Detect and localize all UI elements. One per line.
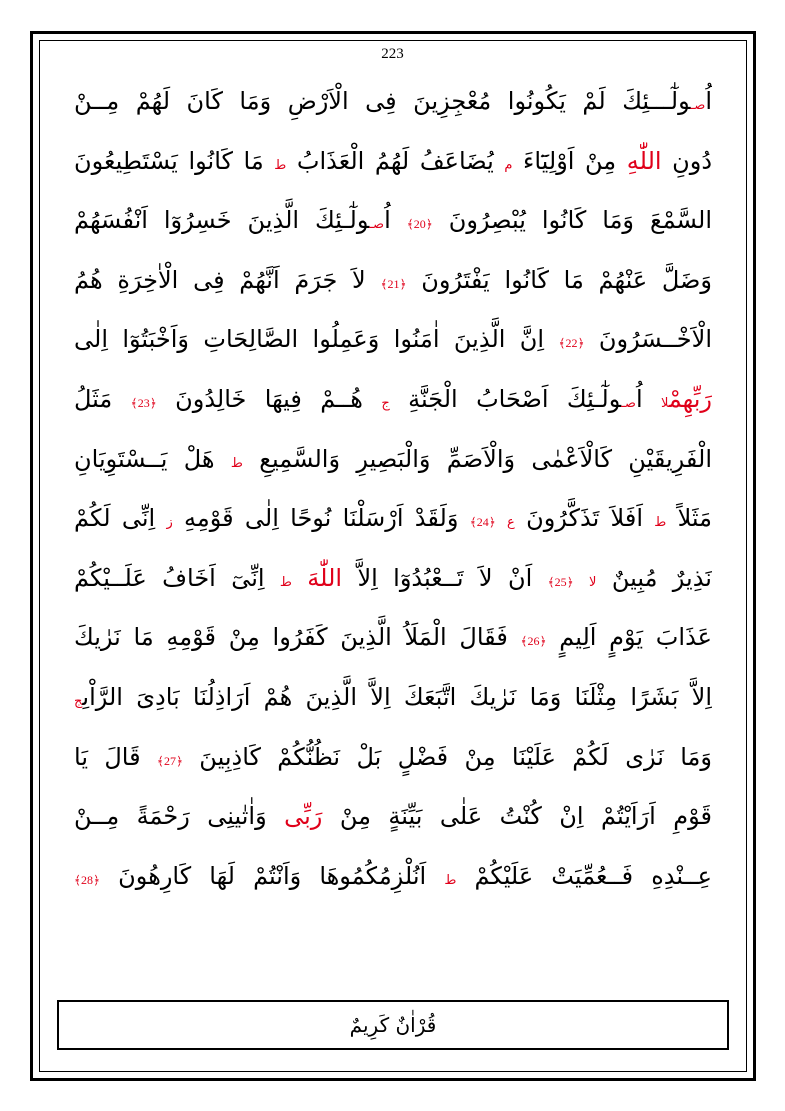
text-line — [74, 608, 712, 668]
text-segment: قَوْمِ اَرَاَيْتُمْ اِنْ كُنْتُ عَلٰى بَيِّنَةٍ مِنْ — [322, 802, 712, 831]
ayah-number: ﴿20﴾ — [406, 217, 433, 232]
text-segment — [574, 564, 589, 592]
text-segment: ولٰٓـئِكَ الَّذِينَ خَسِرُوٓا اَنْفُسَهُمْ — [74, 206, 370, 235]
text-segment: مَا كَانُوا يَسْتَطِيعُونَ — [74, 146, 275, 175]
text-segment: اَنْ لاَ تَــعْبُدُوٓا اِلاَّ — [342, 563, 548, 592]
text-segment: عَذَابَ يَوْمٍ اَلِيمٍ — [546, 623, 712, 652]
text-segment: اُ — [635, 384, 662, 413]
text-segment — [292, 564, 307, 592]
text-segment: يُضَاعَفُ لَهُمُ الْعَذَابُ — [286, 146, 505, 175]
text-segment: هَلْ يَــسْتَوِيَانِ — [74, 444, 231, 473]
quran-text-block — [74, 72, 712, 906]
text-segment: وَمَا نَرٰى لَكُمْ عَلَيْنَا مِنْ فَضْلٍ بَلْ نَظُنُّكُمْ كَاذِبِينَ — [182, 742, 712, 771]
text-segment: اللّٰهَ — [307, 563, 343, 592]
text-line — [74, 430, 712, 490]
text-segment: قَالَ يَا — [74, 742, 157, 771]
text-segment: الْفَرِيقَيْنِ كَالْاَعْمٰى وَالْاَصَمِّ وَالْبَصِيرِ وَالسَّمِيعِ — [242, 444, 712, 473]
text-line — [74, 668, 712, 728]
text-segment: مِنْ اَوْلِيَٓاءَ — [512, 146, 627, 175]
text-segment: اِلاَّ بَشَرًا مِثْلَنَا وَمَا نَرٰيكَ اتَّبَعَكَ اِلاَّ الَّذِينَ هُمْ اَرَاذِلُنَا بَادِىَ الرَّاْىِ — [82, 682, 712, 711]
text-line — [74, 847, 712, 907]
text-segment: دُونِ — [661, 146, 712, 175]
text-segment: لاَ جَرَمَ اَنَّهُمْ فِى الْاٰخِرَةِ هُمُ — [74, 265, 381, 294]
text-line — [74, 132, 712, 192]
ayah-number: ﴿26﴾ — [520, 634, 547, 649]
text-segment: اَنُلْزِمُكُمُوهَا وَاَنْتُمْ لَهَا كَارِهُونَ — [100, 861, 445, 890]
text-line — [74, 728, 712, 788]
waqf-mark: ز — [166, 515, 173, 531]
ayah-number: ﴿24﴾ — [469, 515, 496, 530]
text-line — [74, 191, 712, 251]
waqf-mark: ط — [444, 872, 457, 888]
waqf-mark: لا — [661, 395, 669, 411]
text-segment: الْاَخْــسَرُونَ — [584, 325, 712, 354]
waqf-mark: صـ — [369, 217, 385, 233]
text-line — [74, 72, 712, 132]
text-line — [74, 489, 712, 549]
text-segment: رَبِّى — [284, 802, 323, 831]
text-line — [74, 370, 712, 430]
waqf-mark: ط — [654, 515, 667, 531]
text-segment: وَضَلَّ عَنْهُمْ مَا كَانُوا يَفْتَرُونَ — [406, 265, 712, 294]
waqf-mark: ط — [230, 455, 243, 471]
text-segment: السَّمْعَ وَمَا كَانُوا يُبْصِرُونَ — [432, 206, 712, 235]
footer-title-box — [57, 1000, 729, 1050]
text-segment: هُــمْ فِيهَا خَالِدُونَ — [156, 384, 382, 413]
ayah-number: ﴿21﴾ — [380, 276, 407, 291]
ayah-number: ﴿23﴾ — [130, 395, 157, 410]
ayah-number: ﴿25﴾ — [547, 574, 574, 589]
text-segment: اِنَّ الَّذِينَ اٰمَنُوا وَعَمِلُوا الصَّالِحَاتِ وَاَخْبَتُوٓا اِلٰى — [74, 325, 559, 354]
text-line — [74, 251, 712, 311]
text-segment: اللّٰهِ — [626, 146, 662, 175]
waqf-mark: ج — [74, 693, 83, 709]
text-segment: اُ — [705, 87, 712, 115]
waqf-mark: ج — [381, 395, 390, 411]
text-segment: اِنِّىٓ اَخَافُ عَلَــيْكُمْ — [74, 563, 280, 592]
text-segment: وَاٰتٰينِى رَحْمَةً مِــنْ — [74, 802, 285, 831]
page-number: 223 — [381, 46, 404, 62]
waqf-mark: صـ — [621, 395, 636, 411]
ayah-number: ﴿28﴾ — [74, 872, 101, 887]
text-segment: فَقَالَ الْمَلَاُ الَّذِينَ كَفَرُوا مِنْ قَوْمِهِ مَا نَرٰيكَ — [74, 623, 521, 652]
text-segment — [496, 504, 507, 532]
waqf-mark: لا — [589, 574, 597, 590]
text-segment: عِــنْدِهِ فَــعُمِّيَتْ عَلَيْكُمْ — [456, 861, 712, 890]
text-segment: مَثَلاً — [666, 504, 712, 533]
text-segment: ولٰٓـئِكَ اَصْحَابُ الْجَنَّةِ — [389, 384, 622, 413]
text-segment: اِنِّى لَكُمْ — [74, 504, 167, 533]
waqf-mark: م — [504, 157, 513, 173]
text-segment: وَلَقَدْ اَرْسَلْنَا نُوحًا اِلٰى قَوْمِهِ — [172, 504, 470, 533]
text-line — [74, 787, 712, 847]
text-segment: ولٰٓـــئِكَ لَمْ يَكُونُوا مُعْجِزِينَ فِى الْاَرْضِ وَمَا كَانَ لَهُمْ مِــنْ — [74, 87, 691, 115]
ayah-number: ﴿27﴾ — [156, 753, 183, 768]
text-segment: رَبِّهِمْ — [668, 384, 712, 413]
waqf-mark: ط — [279, 574, 292, 590]
ayah-number: ﴿22﴾ — [558, 336, 585, 351]
footer-title: قُرْاٰنٌ كَرِيمٌ — [349, 1013, 437, 1037]
text-segment: نَذِيرٌ مُبِينٌ — [596, 563, 712, 592]
text-segment: اُ — [384, 206, 407, 235]
waqf-mark: ط — [274, 157, 287, 173]
text-line — [74, 549, 712, 609]
text-segment: مَثَلُ — [74, 384, 131, 413]
text-segment: اَفَلاَ تَذَكَّرُونَ — [514, 504, 655, 533]
waqf-mark: صـ — [690, 98, 706, 113]
text-line — [74, 310, 712, 370]
waqf-mark: ع — [507, 515, 515, 531]
